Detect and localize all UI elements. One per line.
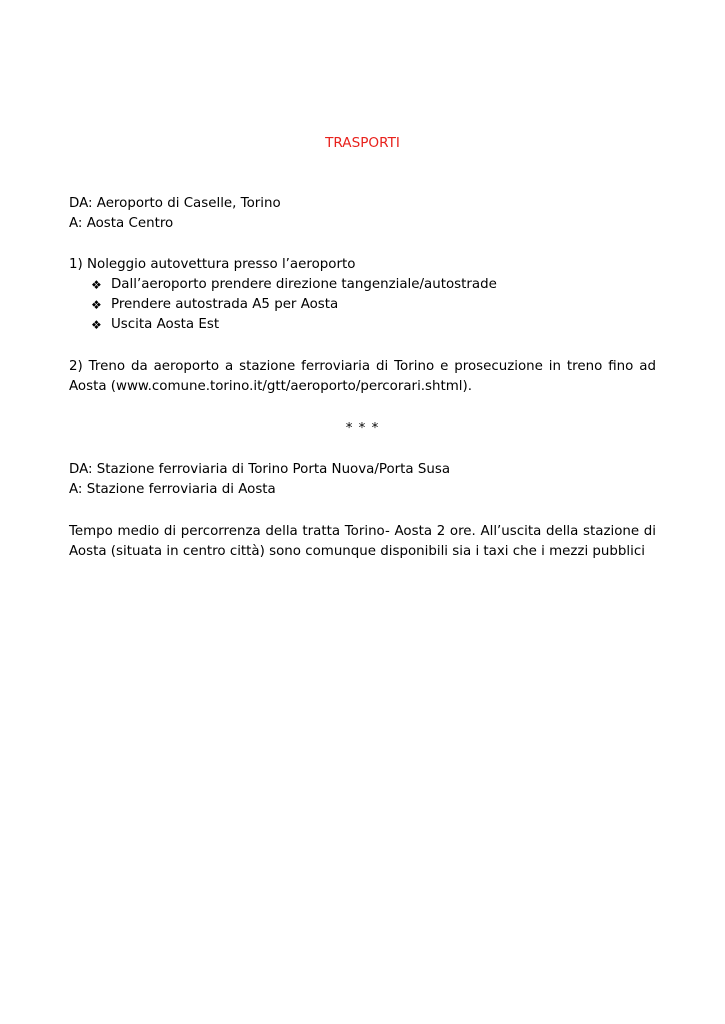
route-station-to: A: Stazione ferroviaria di Aosta xyxy=(69,482,276,497)
list-item-text: Prendere autostrada A5 per Aosta xyxy=(111,297,339,312)
section-separator: * * * xyxy=(345,421,380,436)
page-title: TRASPORTI xyxy=(325,135,400,151)
diamond-bullet-icon: ❖ xyxy=(91,298,102,312)
route-station-block xyxy=(69,460,656,500)
list-item-text: Dall’aeroporto prendere direzione tangenziale/autostrade xyxy=(111,277,497,292)
list-item-text: Uscita Aosta Est xyxy=(111,317,220,332)
train-option-paragraph: 2) Treno da aeroporto a stazione ferroviaria di Torino e prosecuzione in treno fino ad Aosta (www.comune.torino.it/gtt/aeroporto/percorari.shtml). xyxy=(69,359,656,394)
route-airport-block xyxy=(69,194,656,234)
car-rental-steps-list xyxy=(69,275,656,335)
travel-time-paragraph: Tempo medio di percorrenza della tratta Torino- Aosta 2 ore. All’uscita della stazione di Aosta (situata in centro città) sono comunque disponibili sia i taxi che i mezzi pubblici xyxy=(69,524,656,559)
diamond-bullet-icon: ❖ xyxy=(91,318,102,332)
route-airport-to: A: Aosta Centro xyxy=(69,216,174,231)
list-item xyxy=(91,295,656,315)
car-rental-section xyxy=(69,255,656,335)
route-airport-from: DA: Aeroporto di Caselle, Torino xyxy=(69,196,281,211)
diamond-bullet-icon: ❖ xyxy=(91,278,102,292)
car-rental-heading: 1) Noleggio autovettura presso l’aeroporto xyxy=(69,257,356,272)
route-station-from: DA: Stazione ferroviaria di Torino Porta Nuova/Porta Susa xyxy=(69,462,451,477)
list-item xyxy=(91,275,656,295)
list-item xyxy=(91,315,656,335)
